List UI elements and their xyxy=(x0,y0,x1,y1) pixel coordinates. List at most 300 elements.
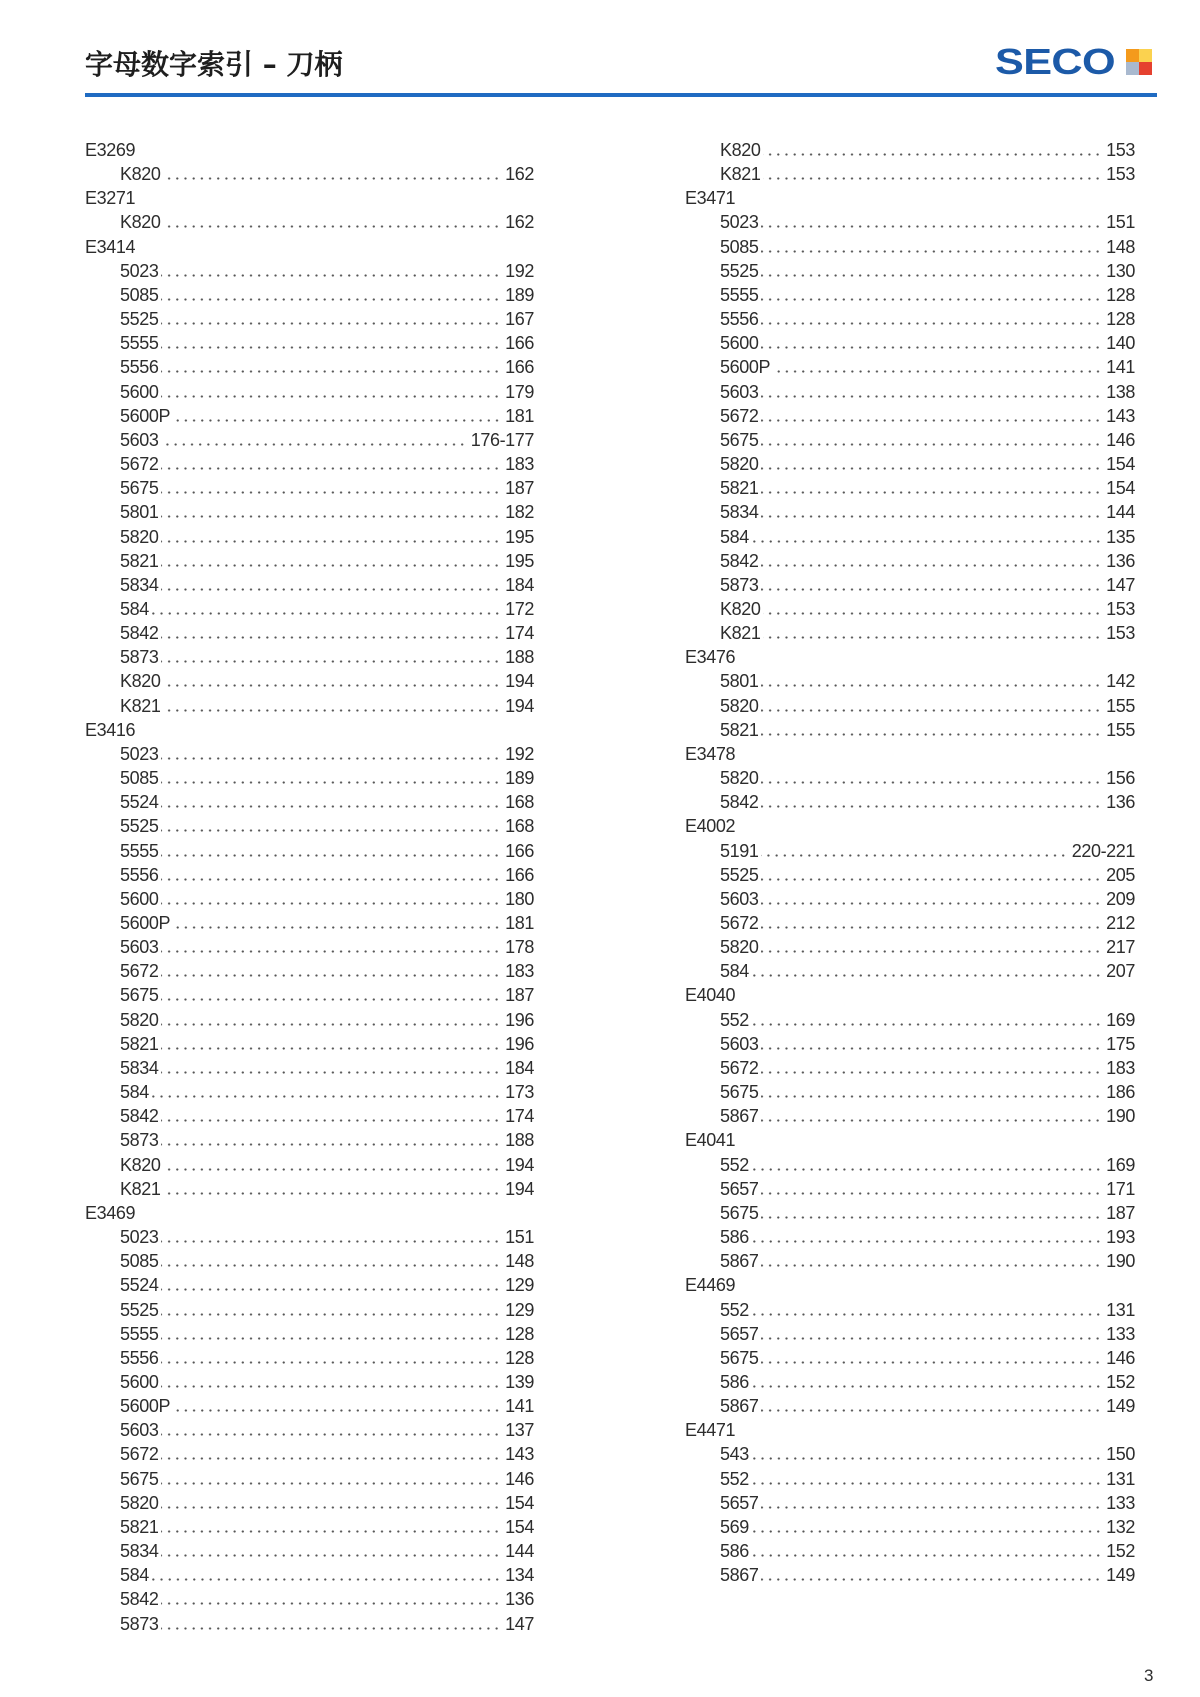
entry-item-code: 5603 xyxy=(120,937,159,958)
index-entry xyxy=(85,983,534,1007)
dot-leader xyxy=(761,1119,1102,1122)
dot-leader xyxy=(163,1168,501,1171)
entry-page-number: 133 xyxy=(1106,1323,1135,1344)
index-entry xyxy=(85,959,534,983)
dot-leader xyxy=(761,709,1102,712)
entry-item-code: 5085 xyxy=(120,284,159,305)
entry-page-number: 188 xyxy=(505,1130,534,1151)
dot-leader xyxy=(761,1506,1102,1509)
entry-item-code: 5657 xyxy=(720,1492,759,1513)
entry-page-number: 168 xyxy=(505,816,534,837)
index-entry xyxy=(685,766,1135,790)
dot-leader xyxy=(163,684,501,687)
entry-page-number: 143 xyxy=(505,1444,534,1465)
index-entry xyxy=(85,500,534,524)
index-entry xyxy=(85,839,534,863)
dot-leader xyxy=(173,419,501,422)
entry-item-code: 5023 xyxy=(720,212,759,233)
entry-page-number: 189 xyxy=(505,768,534,789)
dot-leader xyxy=(161,1288,501,1291)
index-entry xyxy=(685,839,1135,863)
dot-leader xyxy=(761,781,1102,784)
index-entry xyxy=(685,210,1135,234)
index-entry xyxy=(85,1273,534,1297)
entry-item-code: 5867 xyxy=(720,1251,759,1272)
entry-page-number: 153 xyxy=(1106,598,1135,619)
entry-item-code: 5023 xyxy=(120,743,159,764)
entry-item-code: 5600P xyxy=(120,405,171,426)
entry-item-code: 543 xyxy=(720,1444,749,1465)
entry-item-code: 5525 xyxy=(720,260,759,281)
index-entry xyxy=(685,1008,1135,1032)
header-rule xyxy=(85,93,1157,97)
entry-page-number: 175 xyxy=(1106,1033,1135,1054)
index-entry xyxy=(85,766,534,790)
logo-mark-icon xyxy=(1126,49,1152,75)
entry-item-code: 584 xyxy=(120,1082,149,1103)
index-entry xyxy=(685,404,1135,428)
index-entry xyxy=(685,1467,1135,1491)
entry-item-code: 5524 xyxy=(120,1275,159,1296)
dot-leader xyxy=(161,878,501,881)
index-entry xyxy=(85,814,534,838)
entry-page-number: 168 xyxy=(505,792,534,813)
entry-item-code: 5600 xyxy=(120,381,159,402)
entry-page-number: 154 xyxy=(1106,454,1135,475)
logo-mark-square xyxy=(1139,62,1152,75)
entry-page-number: 192 xyxy=(505,743,534,764)
index-entry xyxy=(85,452,534,476)
entry-page-number: 183 xyxy=(505,961,534,982)
index-entry xyxy=(685,235,1135,259)
entry-item-code: 552 xyxy=(720,1299,749,1320)
index-entry xyxy=(85,1225,534,1249)
entry-item-code: 5820 xyxy=(720,454,759,475)
entry-page-number: 181 xyxy=(505,405,534,426)
index-entry xyxy=(85,911,534,935)
entry-page-number: 136 xyxy=(1106,792,1135,813)
dot-leader xyxy=(161,346,501,349)
index-entry xyxy=(685,452,1135,476)
index-column-right xyxy=(685,138,1135,1587)
dot-leader xyxy=(752,974,1102,977)
dot-leader xyxy=(161,298,501,301)
index-entry xyxy=(685,694,1135,718)
entry-page-number: 128 xyxy=(1106,284,1135,305)
entry-page-number: 137 xyxy=(505,1420,534,1441)
dot-leader xyxy=(161,1071,501,1074)
entry-page-number: 151 xyxy=(1106,212,1135,233)
entry-page-number: 146 xyxy=(1106,1347,1135,1368)
dot-leader xyxy=(761,443,1102,446)
dot-leader xyxy=(161,1361,501,1364)
entry-page-number: 195 xyxy=(505,526,534,547)
entry-item-code: 5525 xyxy=(120,1299,159,1320)
entry-page-number: 141 xyxy=(505,1396,534,1417)
entry-page-number: 171 xyxy=(1106,1178,1135,1199)
entry-item-code: K820 xyxy=(720,598,761,619)
entry-page-number: 205 xyxy=(1106,864,1135,885)
index-entry xyxy=(85,935,534,959)
entry-item-code: K820 xyxy=(720,140,761,160)
dot-leader xyxy=(161,660,501,663)
dot-leader xyxy=(161,1264,501,1267)
dot-leader xyxy=(163,709,501,712)
index-entry xyxy=(85,307,534,331)
dot-leader xyxy=(761,225,1102,228)
dot-leader xyxy=(163,177,501,180)
entry-item-code: 5556 xyxy=(120,1347,159,1368)
entry-page-number: 136 xyxy=(505,1589,534,1610)
dot-leader xyxy=(761,419,1102,422)
dot-leader xyxy=(161,902,501,905)
entry-page-number: 194 xyxy=(505,1178,534,1199)
entry-page-number: 154 xyxy=(1106,478,1135,499)
dot-leader xyxy=(161,540,501,543)
entry-page-number: 190 xyxy=(1106,1106,1135,1127)
dot-leader xyxy=(761,684,1102,687)
entry-item-code: 5821 xyxy=(720,719,759,740)
entry-item-code: 5603 xyxy=(720,381,759,402)
entry-page-number: 176-177 xyxy=(470,429,534,450)
entry-item-code: 5873 xyxy=(120,1613,159,1634)
entry-page-number: 166 xyxy=(505,840,534,861)
entry-page-number: 152 xyxy=(1106,1541,1135,1562)
entry-page-number: 162 xyxy=(505,212,534,233)
dot-leader xyxy=(761,395,1102,398)
entry-item-code: 5085 xyxy=(720,236,759,257)
index-group-code: E3476 xyxy=(685,647,736,668)
index-entry xyxy=(85,1080,534,1104)
entry-item-code: 5672 xyxy=(120,1444,159,1465)
index-entry xyxy=(685,1032,1135,1056)
dot-leader xyxy=(761,926,1102,929)
entry-item-code: 5821 xyxy=(720,478,759,499)
entry-page-number: 212 xyxy=(1106,913,1135,933)
entry-page-number: 193 xyxy=(1106,1227,1135,1248)
entry-item-code: 5867 xyxy=(720,1106,759,1127)
index-entry xyxy=(685,1394,1135,1418)
entry-item-code: K821 xyxy=(720,623,761,644)
index-entry xyxy=(85,525,534,549)
dot-leader xyxy=(761,1578,1102,1581)
index-group-code: E4041 xyxy=(685,1130,736,1151)
entry-page-number: 153 xyxy=(1106,164,1135,185)
index-entry xyxy=(685,1225,1135,1249)
dot-leader xyxy=(752,1554,1102,1557)
index-entry xyxy=(85,1008,534,1032)
entry-page-number: 169 xyxy=(1106,1009,1135,1030)
index-entry xyxy=(85,573,534,597)
entry-item-code: 584 xyxy=(120,1565,149,1586)
index-entry xyxy=(85,1370,534,1394)
dot-leader xyxy=(752,1168,1102,1171)
entry-item-code: 5023 xyxy=(120,260,159,281)
entry-page-number: 148 xyxy=(1106,236,1135,257)
dot-leader xyxy=(752,1385,1102,1388)
dot-leader xyxy=(752,1482,1102,1485)
entry-page-number: 129 xyxy=(505,1275,534,1296)
entry-page-number: 149 xyxy=(1106,1396,1135,1417)
entry-page-number: 192 xyxy=(505,260,534,281)
entry-page-number: 155 xyxy=(1106,719,1135,740)
entry-item-code: 5834 xyxy=(120,1541,159,1562)
dot-leader xyxy=(761,346,1102,349)
entry-page-number: 174 xyxy=(505,623,534,644)
dot-leader xyxy=(161,1143,501,1146)
dot-leader xyxy=(161,1602,501,1605)
entry-page-number: 187 xyxy=(505,478,534,499)
entry-page-number: 180 xyxy=(505,888,534,909)
index-group-code: E4002 xyxy=(685,816,736,837)
index-group-code: E3469 xyxy=(85,1202,136,1223)
entry-page-number: 194 xyxy=(505,695,534,716)
entry-item-code: 5867 xyxy=(720,1396,759,1417)
entry-item-code: 5675 xyxy=(120,985,159,1006)
dot-leader xyxy=(761,902,1102,905)
index-entry xyxy=(85,331,534,355)
entry-item-code: 5603 xyxy=(120,1420,159,1441)
entry-item-code: 569 xyxy=(720,1516,749,1537)
entry-page-number: 184 xyxy=(505,574,534,595)
dot-leader xyxy=(161,1482,501,1485)
index-entry xyxy=(85,1128,534,1152)
entry-page-number: 174 xyxy=(505,1106,534,1127)
dot-leader xyxy=(152,612,501,615)
index-column-left xyxy=(85,138,534,1636)
index-entry xyxy=(85,1346,534,1370)
index-entry xyxy=(685,1056,1135,1080)
dot-leader xyxy=(161,781,501,784)
index-group-code: E3269 xyxy=(85,140,136,160)
index-entry xyxy=(685,138,1135,162)
entry-page-number: 190 xyxy=(1106,1251,1135,1272)
index-entry xyxy=(685,307,1135,331)
index-entry xyxy=(85,1467,534,1491)
index-entry xyxy=(85,1032,534,1056)
index-entry xyxy=(85,1153,534,1177)
index-entry xyxy=(685,1153,1135,1177)
index-entry xyxy=(85,1563,534,1587)
entry-item-code: 584 xyxy=(120,598,149,619)
index-entry xyxy=(685,669,1135,693)
index-entry xyxy=(85,1491,534,1515)
entry-item-code: 5672 xyxy=(720,913,759,933)
entry-page-number: 154 xyxy=(505,1492,534,1513)
index-group-code: E3271 xyxy=(85,188,136,209)
entry-item-code: 5675 xyxy=(120,1468,159,1489)
entry-page-number: 140 xyxy=(1106,333,1135,354)
entry-item-code: K821 xyxy=(720,164,761,185)
entry-item-code: K820 xyxy=(120,164,161,185)
index-entry xyxy=(685,1515,1135,1539)
entry-page-number: 151 xyxy=(505,1227,534,1248)
dot-leader xyxy=(761,298,1102,301)
dot-leader xyxy=(161,998,501,1001)
entry-page-number: 153 xyxy=(1106,140,1135,160)
index-entry xyxy=(685,1249,1135,1273)
entry-item-code: 5675 xyxy=(720,1082,759,1103)
entry-item-code: 5842 xyxy=(120,1589,159,1610)
index-entry xyxy=(685,500,1135,524)
index-entry xyxy=(685,1104,1135,1128)
entry-item-code: 5085 xyxy=(120,1251,159,1272)
dot-leader xyxy=(161,1530,501,1533)
index-entry xyxy=(685,428,1135,452)
entry-item-code: 586 xyxy=(720,1227,749,1248)
dot-leader xyxy=(761,1361,1102,1364)
entry-page-number: 178 xyxy=(505,937,534,958)
dot-leader xyxy=(161,395,501,398)
entry-item-code: 5191 xyxy=(720,840,759,861)
index-entry xyxy=(85,1418,534,1442)
entry-page-number: 217 xyxy=(1106,937,1135,958)
index-entry xyxy=(85,404,534,428)
index-entry xyxy=(685,959,1135,983)
dot-leader xyxy=(761,1071,1102,1074)
entry-page-number: 166 xyxy=(505,864,534,885)
entry-page-number: 128 xyxy=(505,1347,534,1368)
entry-item-code: K820 xyxy=(120,1154,161,1175)
entry-item-code: 5556 xyxy=(120,357,159,378)
entry-item-code: 5085 xyxy=(120,768,159,789)
index-entry xyxy=(85,1442,534,1466)
entry-item-code: 5675 xyxy=(720,1202,759,1223)
entry-page-number: 146 xyxy=(1106,429,1135,450)
dot-leader xyxy=(161,443,466,446)
entry-item-code: 552 xyxy=(720,1009,749,1030)
entry-item-code: K821 xyxy=(120,695,161,716)
index-entry xyxy=(85,259,534,283)
dot-leader xyxy=(761,733,1102,736)
entry-item-code: 5672 xyxy=(720,1057,759,1078)
dot-leader xyxy=(761,854,1067,857)
index-group-code: E4469 xyxy=(685,1275,736,1296)
dot-leader xyxy=(161,1313,501,1316)
entry-page-number: 183 xyxy=(505,454,534,475)
entry-page-number: 166 xyxy=(505,333,534,354)
index-entry xyxy=(685,525,1135,549)
entry-item-code: 586 xyxy=(720,1541,749,1562)
index-entry xyxy=(85,428,534,452)
entry-page-number: 147 xyxy=(505,1613,534,1634)
entry-item-code: 5842 xyxy=(120,623,159,644)
index-entry xyxy=(685,911,1135,935)
dot-leader xyxy=(161,1047,501,1050)
index-entry xyxy=(85,549,534,573)
dot-leader xyxy=(773,370,1102,373)
dot-leader xyxy=(761,322,1102,325)
entry-page-number: 181 xyxy=(505,913,534,933)
dot-leader xyxy=(152,1578,501,1581)
dot-leader xyxy=(761,878,1102,881)
index-entry xyxy=(685,1563,1135,1587)
index-entry xyxy=(85,1056,534,1080)
entry-item-code: 5603 xyxy=(720,888,759,909)
dot-leader xyxy=(761,805,1102,808)
dot-leader xyxy=(752,1023,1102,1026)
entry-item-code: 5603 xyxy=(120,429,159,450)
dot-leader xyxy=(161,757,501,760)
entry-page-number: 135 xyxy=(1106,526,1135,547)
entry-page-number: 169 xyxy=(1106,1154,1135,1175)
entry-page-number: 144 xyxy=(505,1541,534,1562)
index-entry xyxy=(685,1346,1135,1370)
index-entry xyxy=(685,259,1135,283)
entry-item-code: 5842 xyxy=(120,1106,159,1127)
page-title: 字母数字索引 – 刀柄 xyxy=(85,48,343,81)
entry-page-number: 194 xyxy=(505,1154,534,1175)
dot-leader xyxy=(752,1457,1102,1460)
entry-item-code: 5600P xyxy=(120,1396,171,1417)
entry-page-number: 130 xyxy=(1106,260,1135,281)
dot-leader xyxy=(761,1095,1102,1098)
index-entry xyxy=(685,790,1135,814)
index-entry xyxy=(685,1322,1135,1346)
entry-item-code: 5555 xyxy=(120,333,159,354)
entry-page-number: 172 xyxy=(505,598,534,619)
index-entry xyxy=(685,1177,1135,1201)
entry-page-number: 209 xyxy=(1106,888,1135,909)
dot-leader xyxy=(163,225,501,228)
index-entry xyxy=(685,573,1135,597)
dot-leader xyxy=(761,1047,1102,1050)
entry-page-number: 187 xyxy=(505,985,534,1006)
dot-leader xyxy=(761,950,1102,953)
index-entry xyxy=(685,935,1135,959)
dot-leader xyxy=(763,636,1102,639)
entry-item-code: 5603 xyxy=(720,1033,759,1054)
entry-page-number: 179 xyxy=(505,381,534,402)
index-entry xyxy=(685,887,1135,911)
dot-leader xyxy=(161,1337,501,1340)
dot-leader xyxy=(161,588,501,591)
dot-leader xyxy=(161,974,501,977)
index-entry xyxy=(685,1080,1135,1104)
index-entry xyxy=(85,355,534,379)
entry-page-number: 189 xyxy=(505,284,534,305)
dot-leader xyxy=(161,1506,501,1509)
dot-leader xyxy=(761,1409,1102,1412)
entry-page-number: 156 xyxy=(1106,768,1135,789)
index-group-code: E4040 xyxy=(685,985,736,1006)
entry-page-number: 154 xyxy=(505,1516,534,1537)
logo-mark-square xyxy=(1139,49,1152,62)
entry-item-code: 5525 xyxy=(120,309,159,330)
entry-page-number: 173 xyxy=(505,1082,534,1103)
index-entry xyxy=(685,1442,1135,1466)
dot-leader xyxy=(161,1627,501,1630)
entry-item-code: 5525 xyxy=(720,864,759,885)
entry-item-code: 5820 xyxy=(720,937,759,958)
dot-leader xyxy=(161,1119,501,1122)
index-entry xyxy=(85,1249,534,1273)
dot-leader xyxy=(161,322,501,325)
entry-page-number: 141 xyxy=(1106,357,1135,378)
entry-page-number: 138 xyxy=(1106,381,1135,402)
entry-item-code: K820 xyxy=(120,671,161,692)
dot-leader xyxy=(763,612,1102,615)
dot-leader xyxy=(161,370,501,373)
index-entry xyxy=(85,597,534,621)
index-entry xyxy=(85,790,534,814)
dot-leader xyxy=(173,926,501,929)
entry-item-code: 5675 xyxy=(720,1347,759,1368)
entry-item-code: 5600 xyxy=(720,333,759,354)
entry-item-code: 5672 xyxy=(720,405,759,426)
dot-leader xyxy=(761,1192,1102,1195)
index-entry xyxy=(85,1177,534,1201)
